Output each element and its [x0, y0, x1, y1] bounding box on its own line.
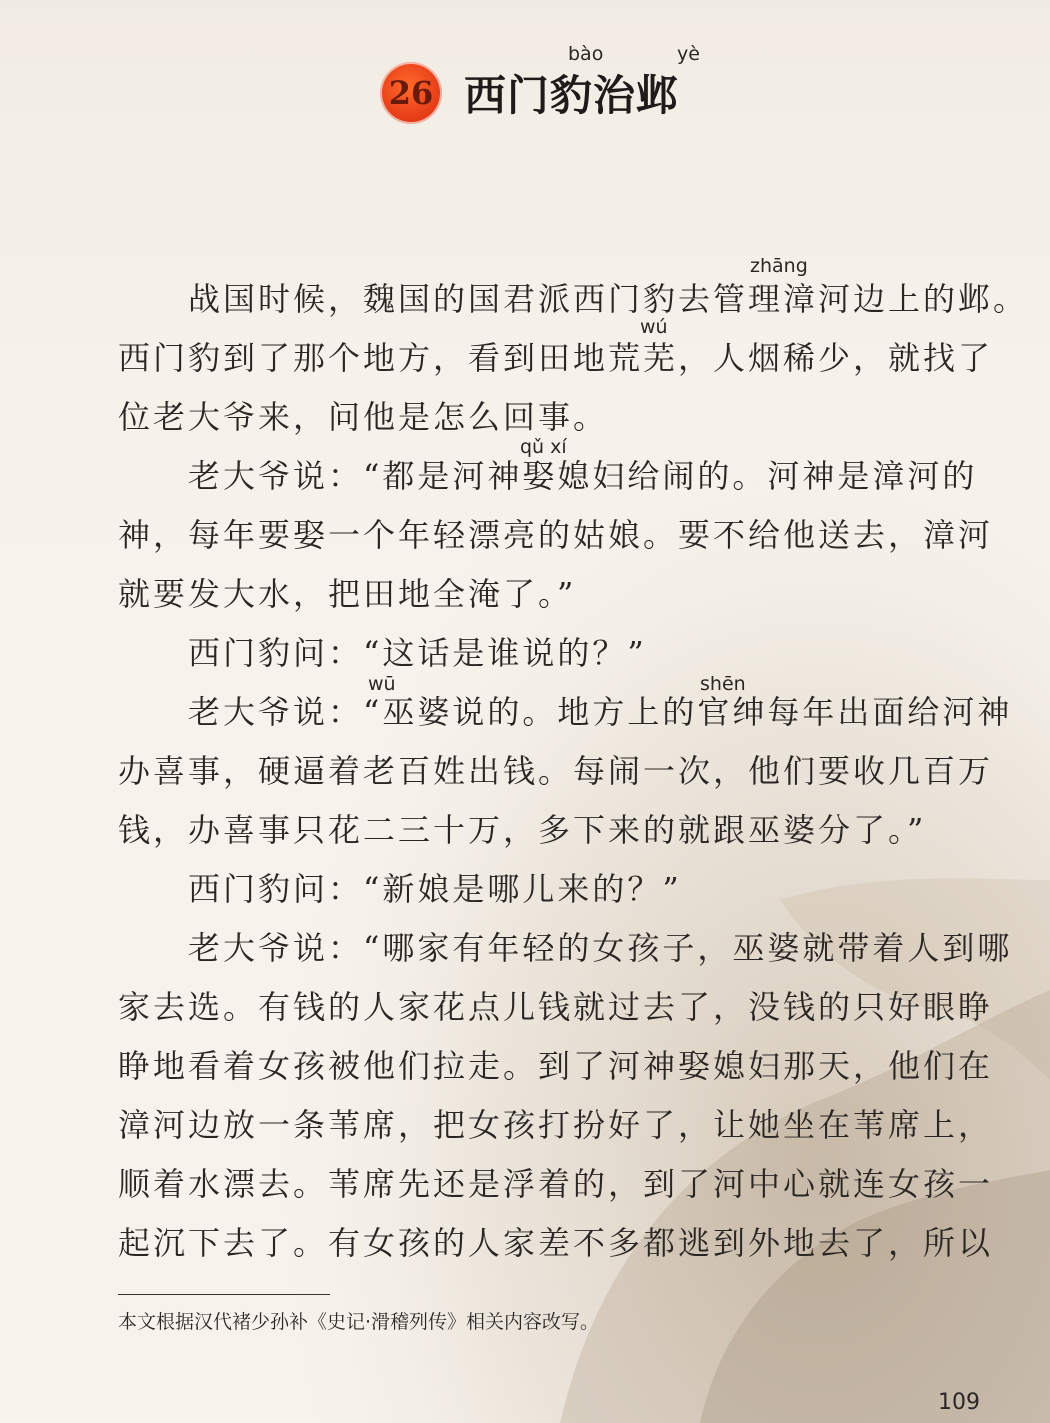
- text-line: 战国时候，魏国的国君派西门豹去管理漳河边上的邺。: [118, 280, 1029, 318]
- footnote-divider: [118, 1294, 330, 1295]
- paragraph-2: [118, 447, 994, 624]
- pinyin-shen: shēn: [700, 673, 746, 695]
- text-line: 神，每年要娶一个年轻漂亮的姑娘。要不给他送去，漳河: [118, 516, 994, 554]
- lesson-header: [380, 58, 679, 128]
- text-line: 西门豹到了那个地方，看到田地荒芜，人烟稀少，就找了: [118, 339, 994, 377]
- paragraph-4: [118, 683, 1013, 860]
- pinyin-zhang: zhāng: [750, 255, 808, 277]
- text-line: 起沉下去了。有女孩的人家差不多都逃到外地去了，所以: [118, 1224, 994, 1262]
- text-line: 西门豹问：“这话是谁说的？”: [118, 634, 647, 672]
- text-line: 西门豹问：“新娘是哪儿来的？”: [118, 870, 682, 908]
- text-line: 老大爷说：“哪家有年轻的女孩子，巫婆就带着人到哪: [118, 929, 1013, 967]
- text-line: 老大爷说：“巫婆说的。地方上的官绅每年出面给河神: [118, 693, 1013, 731]
- pinyin-wu-1: wú: [640, 316, 668, 338]
- pinyin-ye: yè: [677, 43, 700, 65]
- text-line: 家去选。有钱的人家花点儿钱就过去了，没钱的只好眼睁: [118, 988, 994, 1026]
- text-line: 位老大爷来，问他是怎么回事。: [118, 398, 609, 436]
- text-line: 就要发大水，把田地全淹了。”: [118, 575, 577, 613]
- text-line: 顺着水漂去。苇席先还是浮着的，到了河中心就连女孩一: [118, 1165, 994, 1203]
- pinyin-wu-2: wū: [368, 673, 396, 695]
- paragraph-3: [118, 624, 980, 683]
- text-line: 漳河边放一条苇席，把女孩打扮好了，让她坐在苇席上，: [118, 1106, 994, 1144]
- paragraph-5: [118, 860, 980, 919]
- text-line: 钱，办喜事只花二三十万，多下来的就跟巫婆分了。”: [118, 811, 927, 849]
- lesson-number-badge: 26: [380, 62, 442, 124]
- text-line: 老大爷说：“都是河神娶媳妇给闹的。河神是漳河的: [118, 457, 978, 495]
- page-number: 109: [938, 1390, 980, 1415]
- text-line: 睁地看着女孩被他们拉走。到了河神娶媳妇那天，他们在: [118, 1047, 994, 1085]
- paragraph-1: [118, 270, 1029, 447]
- paragraph-6: [118, 919, 1013, 1273]
- footnote: 本文根据汉代褚少孙补《史记·滑稽列传》相关内容改写。: [118, 1311, 600, 1333]
- pinyin-quxi: qǔ xí: [520, 436, 567, 458]
- pinyin-bao: bào: [568, 43, 604, 65]
- lesson-title: 西门豹治邺: [464, 71, 680, 120]
- text-line: 办喜事，硬逼着老百姓出钱。每闹一次，他们要收几百万: [118, 752, 994, 790]
